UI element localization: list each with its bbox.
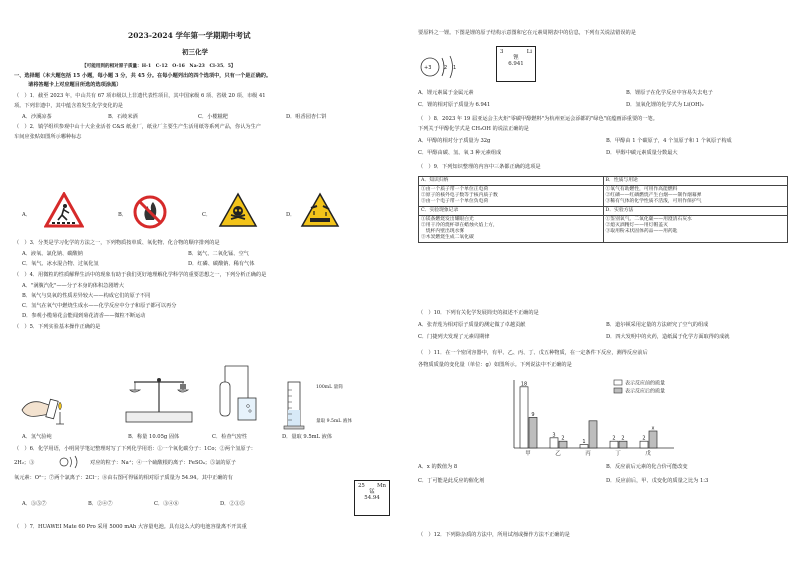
q10-option-c: C．门捷列夫发现了元素周期律 (418, 334, 490, 340)
bar-label-after-3: 2 (621, 435, 625, 442)
bar-after-4 (649, 431, 657, 448)
q6-line1: （ ）6．化学用语，小明同学笔记整理时写了下列化学用语：①一个氧化碳分子：1Co；②两个氢原子： (14, 446, 256, 452)
q9-cell-b-head: B．性质与用途 (603, 177, 788, 186)
q9-cell-d (603, 216, 788, 243)
cylinder-reading: 量取 9.5mL 液体 (316, 419, 353, 424)
q5-option-d: D．量取 9.5mL 液体 (282, 434, 333, 440)
q1-line1: （ ）1．截至 2023 年，中山共有 67 项市级以上非遗代表性项目，其中国家级 6 项、省级 20 项、市级 41 (14, 93, 266, 99)
q1-option-d: D．咀香园杏仁饼 (286, 114, 327, 120)
q11-line2: 各物质质量的变化量（单位：g）如图所示。下列说法中不正确的是 (418, 362, 572, 368)
q10-option-d: D．四大发明中的火药，造纸属于化学方面取得的成就 (606, 334, 730, 340)
q7-option-d: D．氢氧化锂的化学式为 Li(OH)₂ (626, 102, 704, 108)
q9-cell-c (419, 216, 604, 243)
bar-after-2 (589, 421, 597, 448)
q6-option-d: D．②③⑤ (220, 501, 245, 507)
x-tick-label-3: 丁 (615, 451, 621, 457)
svg-text:+3: +3 (424, 65, 432, 71)
legend-label-0: 表示反应前的质量 (625, 380, 666, 387)
q9-table (418, 176, 788, 243)
bar-label-before-2: 1 (582, 439, 586, 446)
air-tightness-figure (214, 360, 258, 428)
bar-label-after-0: 9 (531, 411, 535, 418)
q9-a2: ②原子的核外电子数等于核内质子数 (421, 193, 498, 198)
q6-line4: 氧元素：O²⁻；⑦两个氯离子：2Cl⁻；⑧由右图可得锰的相对原子质量为 54.94。其中正确的有 (14, 475, 233, 481)
section-one: 一、选择题（本大题包括 15 小题，每小题 3 分，共 45 分。在每小题列出的四个选项中，只有一个是正确的。 (14, 73, 272, 79)
q9-c3: 烧杯内壁出现水雾 (421, 229, 465, 234)
bar-label-after-1: 2 (561, 435, 565, 442)
q9-a3: ③由一个电子带一个单位负电荷 (421, 199, 489, 204)
q1-option-c: C．小榄糍粑 (198, 114, 228, 120)
q6-option-b: B．②④⑦ (88, 501, 113, 507)
q9-b2: ②红磷——红磷燃烧产生白烟——制作烟幕弹 (605, 193, 702, 198)
q3-option-b: B．氦气、二氧化锰、空气 (188, 251, 249, 257)
bar-before-0 (520, 387, 528, 448)
graduated-cylinder-figure (278, 378, 312, 432)
q3-option-d: D．红磷、碳酸钠、稀有气体 (188, 261, 255, 267)
pedestrian-crossing-sign-icon (44, 192, 84, 228)
q3-option-a: A．液氧、氯化钠、碳酸钠 (22, 251, 83, 257)
cylinder-label: 100mL 量筒 (316, 385, 343, 390)
svg-text:2: 2 (444, 65, 448, 71)
q9-c1: ①镁条燃烧发出耀眼白光 (421, 217, 474, 222)
bar-before-3 (610, 441, 618, 448)
lithium-element-card (496, 46, 536, 82)
q11-option-c: C．丁可能是此反应的催化剂 (418, 478, 485, 484)
q4-option-b: B．氧气与臭氧的性质差异较大——构成它们的原子不同 (22, 293, 151, 299)
hydrogen-test-figure (18, 380, 78, 430)
bar-before-2 (580, 445, 588, 448)
q4-option-c: C．氢气在氧气中燃烧生成水——化学反应中分子和原子都可以再分 (22, 303, 177, 309)
sodium-ion-structure-icon (58, 454, 82, 470)
q5-option-b: B．称量 10.05g 固体 (128, 434, 180, 440)
q8-option-b: B．甲醇由 1 个碳原子，4 个氢原子和 1 个氧原子构成 (606, 138, 732, 144)
bar-label-before-1: 3 (552, 432, 556, 439)
q9-a1: ①由一个质子带一个单位正电荷 (421, 187, 489, 192)
q2-option-a: A． (22, 212, 31, 218)
q9-cell-a (419, 186, 604, 207)
bar-after-0 (529, 417, 537, 448)
q4-option-a: A．"满腹汽化"——分子本身的体积急剧增大 (22, 283, 124, 289)
q10-option-a: A．张青莲为相对原子质量的测定做了卓越贡献 (418, 322, 526, 328)
q6-option-c: C．③④⑧ (154, 501, 179, 507)
q9-d2: ②熄灭酒精灯——用灯帽盖灭 (605, 223, 668, 228)
q11-option-d: D．反应前后，甲、戊变化的质量之比为 1:3 (606, 478, 709, 484)
mass-change-bar-chart (496, 372, 696, 462)
li-symbol: Li (526, 49, 532, 55)
q7-option-a: A．锂元素属于金属元素 (418, 90, 474, 96)
bar-label-after-4: x (651, 425, 655, 432)
q1-option-a: A．沙溪凉茶 (22, 114, 52, 120)
x-tick-label-4: 戊 (645, 451, 651, 457)
x-tick-label-1: 乙 (555, 451, 561, 457)
q8-option-c: C．甲醇由碳、氢、氧 3 种元素组成 (418, 150, 502, 156)
q9-cell-c-head: C．实验现象记录 (419, 207, 604, 216)
q9-b3: ③稀有气体的化学性质不活泼，可用作保护气 (605, 199, 702, 204)
q6-option-a: A．③⑤⑦ (22, 501, 47, 507)
q6-line3: 对应的粒子：Na⁺；④一个硫酸根的离子：FeSO₄；⑤氯的原子 (90, 460, 236, 466)
bar-label-before-3: 2 (612, 435, 616, 442)
x-tick-label-0: 甲 (525, 451, 531, 457)
bar-after-1 (559, 441, 567, 448)
q2-line2: 车间应张贴如图所示哪种标志 (14, 134, 82, 140)
exam-subject: 初三化学 (182, 48, 208, 56)
q6-line2: 2H₂；③ (14, 460, 35, 466)
q5-option-a: A．氢气验纯 (22, 434, 52, 440)
q9-line1: （ ）9．下列知识整理的内容中三条都正确的选项是 (418, 164, 541, 170)
q9-cell-d-head: D．实验方法 (603, 207, 788, 216)
li-name: 锂 (513, 55, 519, 61)
svg-text:1: 1 (453, 65, 457, 71)
q8-line1: （ ）8．2023 年 19 届亚运会主火炬"零碳甲醇燃料"为杭州亚运会添都的"绿色"底蕴画添重要的一笔。 (418, 116, 658, 122)
exam-title: 2023-2024 学年第一学期期中考试 (128, 31, 251, 40)
lithium-atom-structure-icon (416, 52, 476, 82)
bar-before-4 (640, 441, 648, 448)
li-mass: 6.941 (508, 61, 524, 67)
q2-option-d: D． (286, 212, 296, 218)
manganese-element-card (354, 480, 390, 516)
bar-label-before-4: 2 (642, 435, 646, 442)
q4-option-d: D．参观小榄菊花会能闻到菊花清香——微粒不断运动 (22, 313, 146, 319)
q8-option-d: D．甲醇中碳元素质量分数最大 (606, 150, 678, 156)
q7-option-c: C．锂的相对原子质量为 6.941 (418, 102, 491, 108)
q2-option-b: B． (118, 212, 127, 218)
bar-before-1 (550, 438, 558, 448)
x-tick-label-2: 丙 (585, 451, 591, 457)
bar-after-3 (619, 441, 627, 448)
q9-c4: ③木炭燃烧生成二氧化碳 (421, 235, 474, 240)
q12-line1: （ ）12．下列除杂质的方法中，所用试剂或操作方法不正确的是 (418, 532, 570, 538)
toxic-skull-sign-icon (218, 192, 258, 228)
q5-line1: （ ）5．下列实验基本操作正确的是 (14, 324, 101, 330)
q11-line1: （ ）11．在一个密闭容器中，有甲、乙、丙、丁、戊五种物质，在一定条件下反应，测得反应前后 (418, 350, 648, 356)
q10-option-b: B．道尔顿采用定量的方法研究了空气的组成 (606, 322, 709, 328)
mn-name: 锰 (369, 489, 375, 495)
atomic-masses: 【可能用到的相对原子质量：H-1 C-12 O-16 Na-23 Cl-35．5】 (82, 64, 236, 69)
q11-option-b: B．反应前后元素的化合价可能改变 (606, 464, 688, 470)
no-fire-sign-icon (132, 194, 168, 230)
legend-swatch-0 (614, 380, 622, 385)
corrosive-sign-icon (300, 192, 340, 228)
q3-option-c: C．氧气、冰水混合物、过氧化氢 (22, 261, 99, 267)
q2-line1: （ ）2．镇学组织参观中山十大企业活者 C&S 纸业厂，纸业厂主要生产生活用纸等系列产品，你认为生产 (14, 124, 261, 130)
q7-line1: （ ）7．HUAWEI Mate 60 Pro 采用 5000 mAh 大容量电池。具有这么大的电池容量离不开其重 (14, 524, 247, 530)
q4-line1: （ ）4．用微粒的性质解释生活中的现象有助于我们更好地理解化学科学的重要思想之一，下列分析正确的是 (14, 272, 267, 278)
balance-scale-figure (122, 360, 196, 426)
legend-swatch-1 (614, 388, 622, 393)
q8-line2: 下列关于甲醇化学式是 CH₃OH 的说法正确的是 (418, 126, 529, 132)
right-column (400, 0, 794, 562)
q9-c2: ②用干冷的烧杯罩在蜡烛火焰上方， (421, 223, 498, 228)
mn-atomic-number: 25 (358, 483, 365, 489)
q7-continued: 要原料之一锂。下图是锂的原子结构示意图和它在元素周期表中的信息，下列有关说法错误的是 (418, 30, 636, 36)
section-one-note: 请将答题卡上对应题目所选的选项涂黑） (28, 82, 122, 88)
legend-label-1: 表示反应后的质量 (625, 388, 666, 395)
q2-option-c: C． (202, 212, 212, 218)
q9-cell-b (603, 186, 788, 207)
q5-option-c: C．检查气密性 (212, 434, 248, 440)
q3-line1: （ ）3．分类是学习化学的方法之一，下列物质按单质、氧化物、化合物的顺序排列的是 (14, 240, 220, 246)
q8-option-a: A．甲醇的相对分子质量为 32g (418, 138, 491, 144)
q10-line1: （ ）10．下列有关化学发展简史的叙述不正确的是 (418, 310, 539, 316)
q9-d3: ③取用粉末状固体药品——用药匙 (605, 229, 678, 234)
mn-symbol: Mn (377, 483, 386, 489)
mn-mass: 54.94 (364, 495, 380, 501)
q7-option-b: B．锂原子在化学反应中容易失去电子 (626, 90, 713, 96)
q1-option-b: B．石岐米酒 (108, 114, 138, 120)
q11-option-a: A．x 的数值为 8 (418, 464, 458, 470)
bar-label-before-0: 18 (520, 381, 528, 388)
li-atomic-number: 3 (500, 49, 504, 55)
q1-line2: 项。下列非遗中，其中蕴含着发生化学变化的是 (14, 103, 123, 109)
q9-cell-a-head: A．知识归纳 (419, 177, 604, 186)
q9-d1: ①鉴别氧气、二氧化碳——用澄清石灰水 (605, 217, 692, 222)
q9-b1: ①氧气有助燃性，可用作高能燃料 (605, 187, 678, 192)
